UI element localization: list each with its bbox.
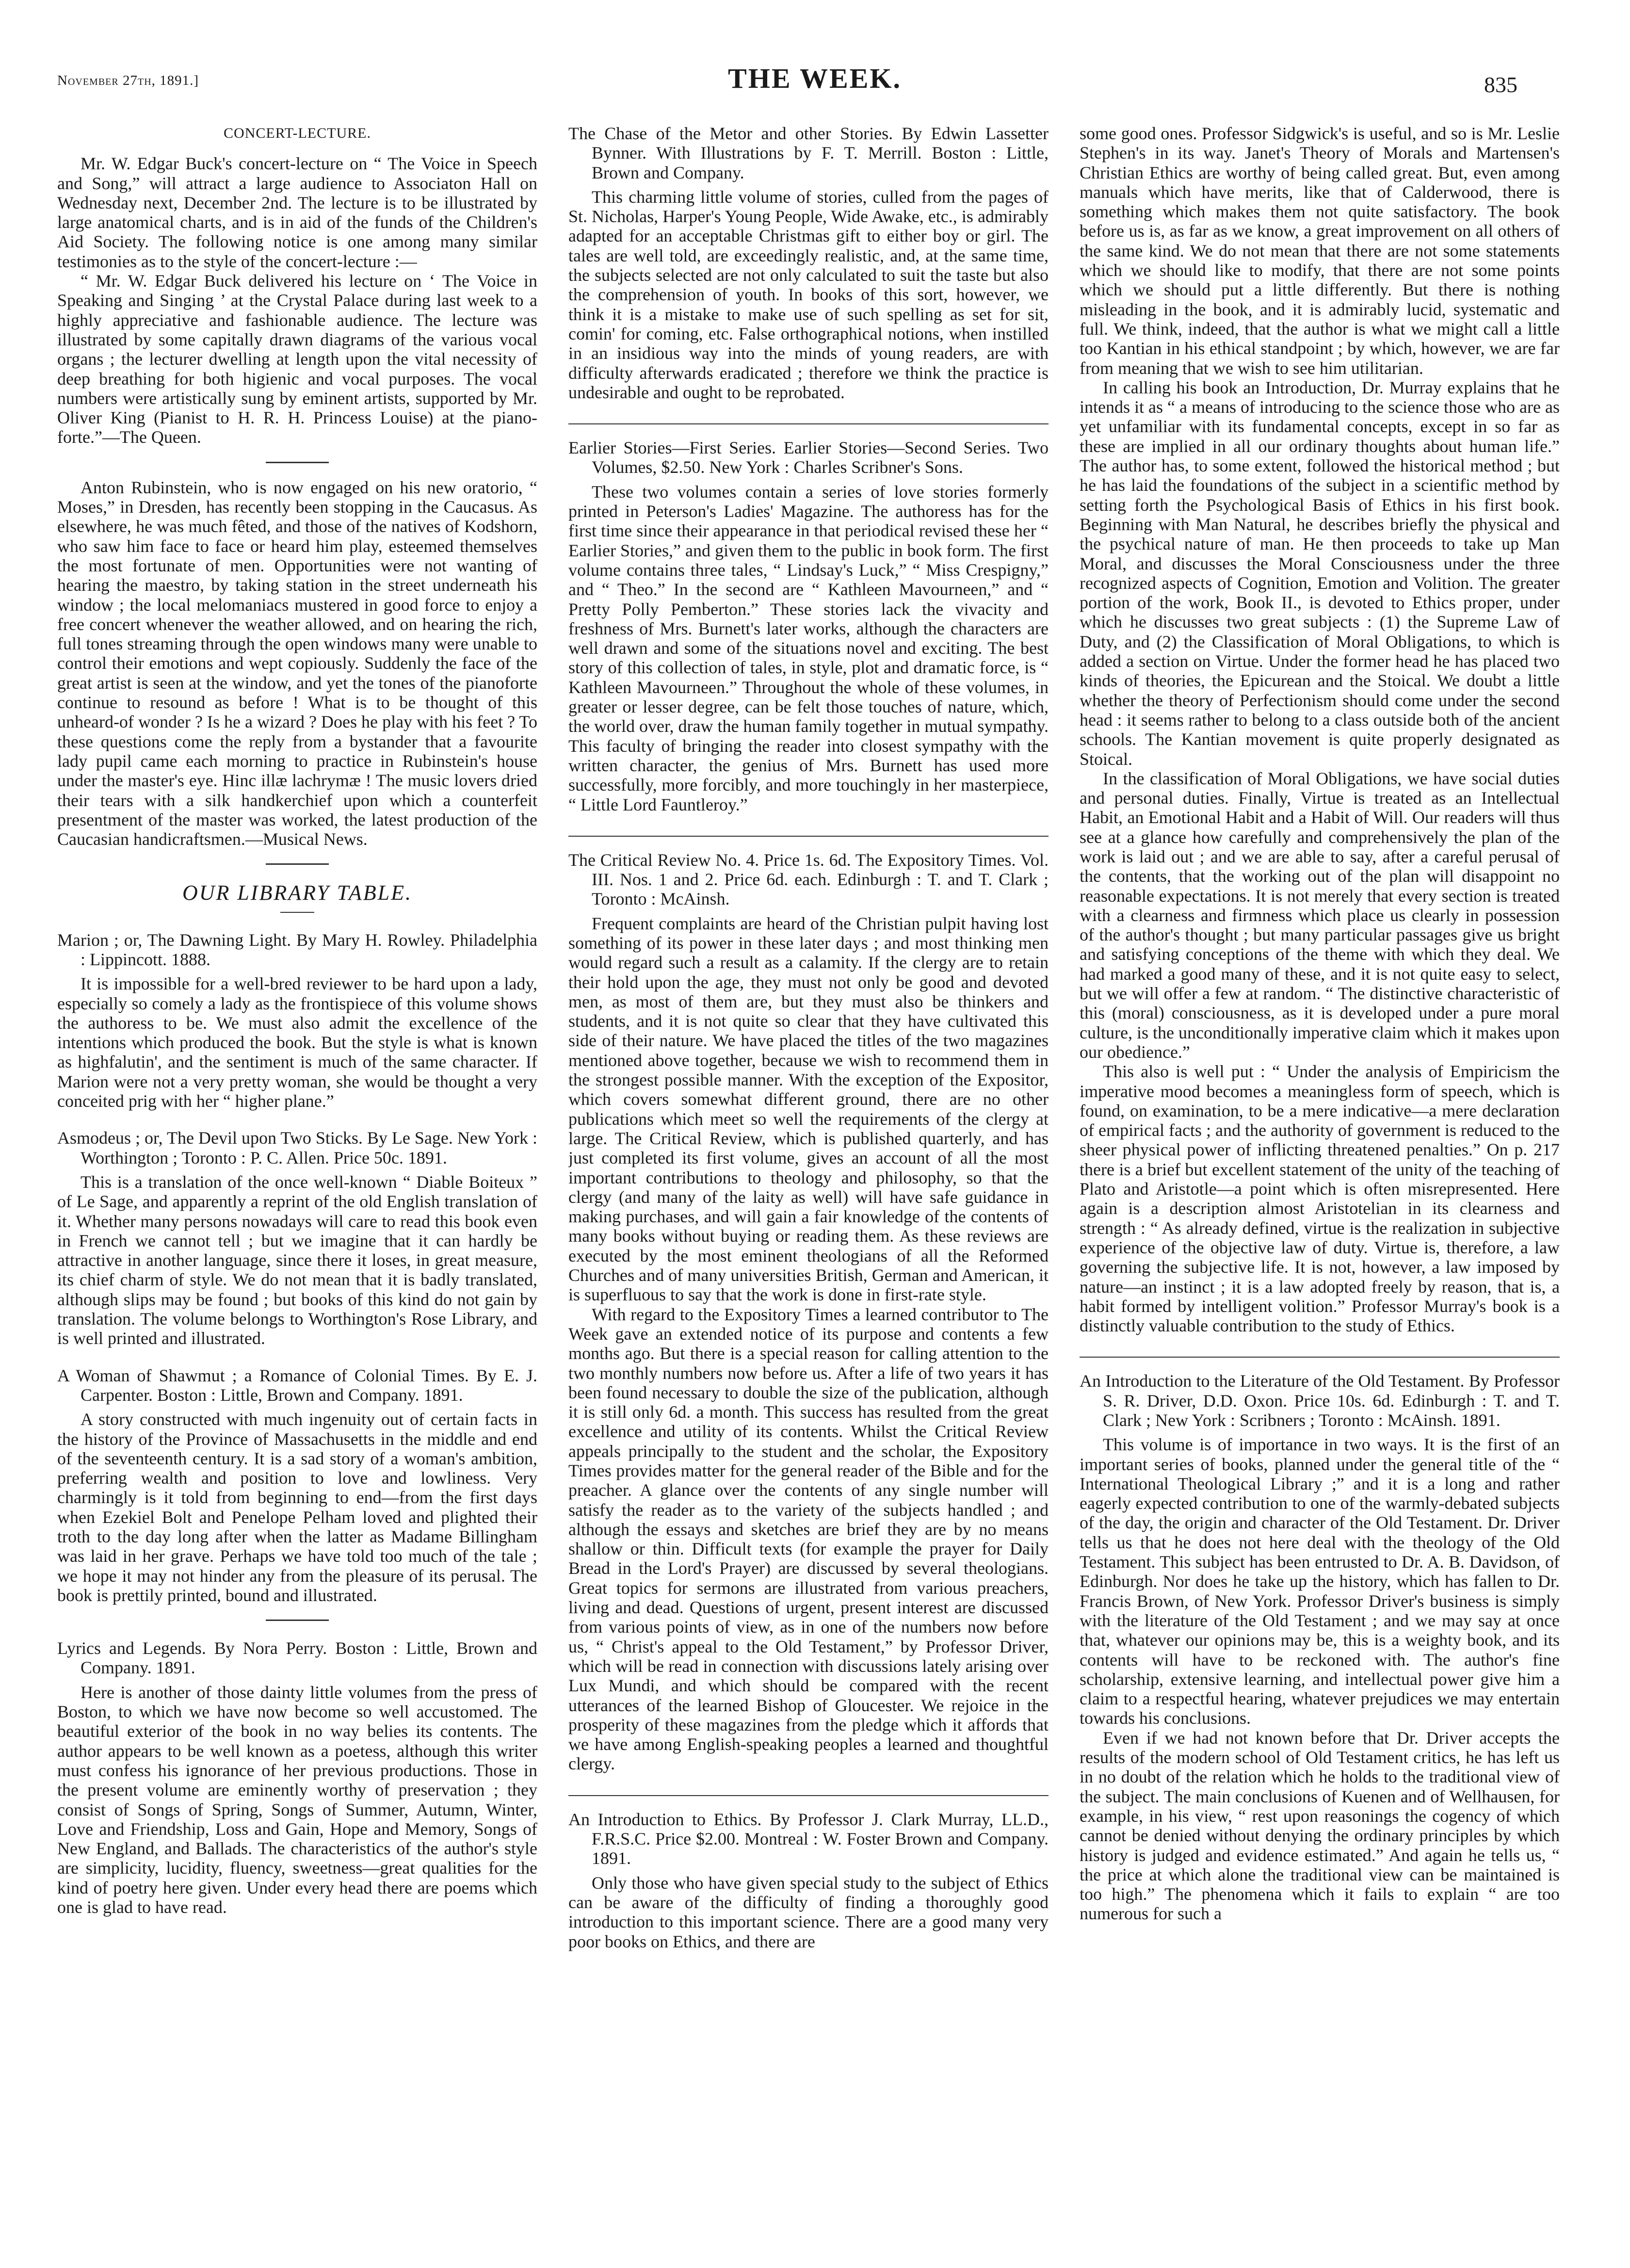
- column-right: [1080, 124, 1560, 2248]
- article-quote: “ Mr. W. Edgar Buck delivered his lecture on ‘ The Voice in Speaking and Singing ’ at the Crystal Palace during last week to a highly appreciative and fashionable audience. The lecture was illustrated by some capitally drawn diagrams of the various vocal organs ; the lecturer dwelling at length upon the vital necessity of deep breathing for both higienic and vocal purposes. The vocal numbers were artistically sung by eminent artists, supported by Mr. Oliver King (Pianist to H. R. H. Princess Louise) at the piano-forte.”—The Queen.: [57, 271, 537, 447]
- book-title-asmodeus: Asmodeus ; or, The Devil upon Two Sticks. By Le Sage. New York : Worthington ; Toronto : P. C. Allen. Price 50c. 1891.: [57, 1128, 537, 1167]
- review-paragraph: Even if we had not known before that Dr. Driver accepts the results of the modern school of Old Testament critics, he has left us in no doubt of the relation which he holds to the traditional view of the subject. The main conclusions of Kuenen and of Wellhausen, for example, in his view, “ rest upon reasonings the cogency of which cannot be denied without denying the ordinary principles by which history is judged and evidence estimated.” And again he tells us, “ the price at which alone the traditional view can be maintained is too high.” The phenomena which it fails to explain “ are too numerous for such a: [1080, 1728, 1560, 1924]
- review-paragraph-continued: some good ones. Professor Sidgwick's is useful, and so is Mr. Leslie Stephen's in its way. Janet's Theory of Morals and Martensen's Christian Ethics are worthy of being called great. But, even among manuals which have merits, like that of Calderwood, there is something which makes them not quite satisfactory. The book before us is, as far as we know, a great improvement on all others of the same kind. We do not mean that there are not some statements which we should like to modify, that there are not some points which we should put a little differently. But there is nothing misleading in the book, and it is admirably lucid, systematic and full. We think, indeed, that the author is what we might call a little too Kantian in his ethical standpoint ; by which, however, we are far from meaning that we wish to see him utilitarian.: [1080, 124, 1560, 378]
- review-paragraph: Only those who have given special study to the subject of Ethics can be aware of the difficulty of finding a thoroughly good introduction to this important science. There are a good many very poor books on Ethics, and there are: [568, 1873, 1049, 1951]
- review-paragraph: It is impossible for a well-bred reviewer to be hard upon a lady, especially so comely a lady as the frontispiece of this volume shows the authoress to be. We must also admit the excellence of the intentions which produced the book. But the style is what is known as highfalutin', and the sentiment is much of the same character. If Marion were not a very pretty woman, she would be thought a very conceited prig with her “ higher plane.”: [57, 974, 537, 1111]
- review-paragraph: This volume is of importance in two ways. It is the first of an important series of books, planned under the general title of the “ International Theological Library ;” and it is a long and rather eagerly expected contribution to one of the warmly-debated subjects of the day, the origin and character of the Old Testament. Dr. Driver tells us that he does not here deal with the theology of the Old Testament. This subject has been entrusted to Dr. A. B. Davidson, of Edinburgh. Nor does he take up the history, which has fallen to Dr. Francis Brown, of New York. Professor Driver's business is simply with the literature of the Old Testament ; and we may say at once that, whatever our opinions may be, this is a weighty book, and its contents will have to be reckoned with. The author's fine scholarship, extensive learning, and intellectual power give him a claim to a respectful hearing, whatever prejudices we may entertain towards his conclusions.: [1080, 1435, 1560, 1728]
- article-paragraph: Mr. W. Edgar Buck's concert-lecture on “ The Voice in Speech and Song,” will attract a large audience to Associaton Hall on Wednesday next, December 2nd. The lecture is to be illustrated by large anatomical charts, and is in aid of the funds of the Children's Aid Society. The following notice is one among many similar testimonies as to the style of the concert-lecture :—: [57, 154, 537, 271]
- review-paragraph: A story constructed with much ingenuity out of certain facts in the history of the Province of Massachusetts in the middle and end of the seventeenth century. It is a sad story of a woman's ambition, preferring wealth and position to love and lowliness. Very charmingly is it told from beginning to end—from the first days when Ezekiel Bolt and Penelope Pelham loved and plighted their troth to the day long after when the latter as Madame Billingham was laid in her grave. Perhaps we have told too much of the tale ; we hope it may not hinder any from the pleasure of its perusal. The book is prettily printed, bound and illustrated.: [57, 1409, 537, 1605]
- review-paragraph: In the classification of Moral Obligations, we have social duties and personal duties. Finally, Virtue is treated as an Intellectual Habit, an Emotional Habit and a Habit of Will. Our readers will thus see at a glance how carefully and comprehensively the plan of the work is laid out ; and we are able to say, after a careful perusal of the contents, that the working out of the plan will disappoint no reasonable expectations. It is not merely that every section is treated with a clearness and firmness which place us clearly in possession of the author's thought ; but many particular passages give us bright and satisfying conceptions of the theme with which they deal. We had marked a good many of these, and it is not quite easy to select, but we will offer a few at random. “ The distinctive characteristic of this (moral) consciousness, as it is developed under a pure moral culture, is the unconditionally imperative claim which it makes upon our obedience.”: [1080, 768, 1560, 1062]
- column-left: [57, 124, 537, 2248]
- page-number: 835: [1484, 72, 1517, 97]
- section-divider: [266, 863, 329, 865]
- review-paragraph: These two volumes contain a series of love stories formerly printed in Peterson's Ladies' Magazine. The authoress has for the first time since their appearance in that periodical revised these her “ Earlier Stories,” and given them to the public in book form. The first volume contains three tales, “ Lindsay's Luck,” “ Miss Crespigny,” and “ Theo.” In the second are “ Kathleen Mavourneen,” and “ Pretty Polly Pemberton.” These stories lack the vivacity and freshness of Mrs. Burnett's later works, although the characters are well drawn and some of the situations novel and exciting. The best story of this collection of tales, in style, plot and dramatic force, is “ Kathleen Mavourneen.” Throughout the whole of these volumes, in greater or lesser degree, can be felt those touches of nature, which, the world over, draw the human family together in mutual sympathy. This faculty of bringing the reader into closest sympathy with the written character, the genius of Mrs. Burnett has used more successfully, more forcibly, and more touchingly in her masterpiece, “ Little Lord Fauntleroy.”: [568, 482, 1049, 814]
- review-paragraph: With regard to the Expository Times a learned contributor to The Week gave an extended notice of its purpose and contents a few months ago. But there is a special reason for calling attention to the two monthly numbers now before us. After a life of two years it has been found necessary to double the size of the publication, although it is still only 6d. a month. This success has resulted from the great excellence and utility of its contents. Whilst the Critical Review appeals principally to the student and the scholar, the Expository Times provides matter for the general reader of the Bible and for the preacher. A glance over the contents of any single number will satisfy the reader as to the variety of the subjects handled ; and although the essays and sketches are brief they are by no means shallow or thin. Difficult texts (for example the prayer for Daily Bread in the Lord's Prayer) are discussed by several theologians. Great topics for sermons are illustrated from various preachers, living and dead. Questions of urgent, present interest are discussed from various points of view, as in one of the numbers now before us, “ Christ's appeal to the Old Testament,” by Professor Driver, which will be read in connection with discussions lately arising over Lux Mundi, and which should be compared with the recent utterances of the learned Bishop of Gloucester. We rejoice in the prosperity of these magazines from the pledge which it affords that we have among English-speaking peoples a learned and thoughtful clergy.: [568, 1304, 1049, 1774]
- book-title-introduction-to-ethics: An Introduction to Ethics. By Professor J. Clark Murray, LL.D., F.R.S.C. Price $2.00. Montreal : W. Foster Brown and Company. 1891.: [568, 1809, 1049, 1868]
- section-title-concert-lecture: CONCERT-LECTURE.: [224, 125, 371, 141]
- column-middle: [568, 124, 1049, 2248]
- section-divider: [266, 462, 329, 463]
- book-title-marion: Marion ; or, The Dawning Light. By Mary H. Rowley. Philadelphia : Lippincott. 1888.: [57, 930, 537, 969]
- book-title-lyrics: Lyrics and Legends. By Nora Perry. Boston : Little, Brown and Company. 1891.: [57, 1638, 537, 1678]
- article-paragraph-rubinstein: Anton Rubinstein, who is now engaged on his new oratorio, “ Moses,” in Dresden, has recently been stopping in the Caucasus. As elsewhere, he was much fêted, and those of the natives of Kodshorn, who saw him face to face or heard him play, esteemed themselves the most fortunate of men. Opportunities were not wanting of hearing the maestro, by taking station in the street underneath his window ; the local melomaniacs mustered in good force to enjoy a free concert whenever the weather allowed, and on hearing the rich, full tones streaming through the open windows many were unable to control their emotions and wept copiously. Suddenly the face of the great artist is seen at the window, and yet the tones of the pianoforte continue to resound as before ! What is to be thought of this unheard-of wonder ? Is he a wizard ? Does he play with his feet ? To these questions come the reply from a bystander that a favourite lady pupil came each morning to practice in Rubinstein's house under the master's eye. Hinc illæ lachrymæ ! The music lovers dried their tears with a silk handkerchief upon which a counterfeit presentment of the master was worked, the latest production of the Caucasian handicraftsmen.—Musical News.: [57, 477, 537, 849]
- review-paragraph: This charming little volume of stories, culled from the pages of St. Nicholas, Harper's Young People, Wide Awake, etc., is admirably adapted for an acceptable Christmas gift to either boy or girl. The tales are well told, are exceedingly realistic, and, at the same time, the subjects selected are not only calculated to suit the taste but also the comprehension of youth. In books of this sort, however, we think it is a mistake to make use of such spelling as set for sit, comin' for coming, etc. False orthographical notions, when instilled in an insidious way into the minds of young readers, are with difficulty afterwards eradicated ; therefore we think the practice is undesirable and ought to be reprobated.: [568, 187, 1049, 402]
- section-divider: [568, 423, 1049, 424]
- book-title-critical-review: The Critical Review No. 4. Price 1s. 6d. The Expository Times. Vol. III. Nos. 1 and 2. Price 6d. each. Edinburgh : T. and T. Clark ; Toronto : McAinsh.: [568, 850, 1049, 909]
- masthead-title: THE WEEK.: [728, 63, 902, 94]
- book-title-old-testament: An Introduction to the Literature of the Old Testament. By Professor S. R. Driver, D.D. Oxon. Price 10s. 6d. Edinburgh : T. and T. Clark ; New York : Scribners ; Toronto : McAinsh. 1891.: [1080, 1371, 1560, 1430]
- review-paragraph: This also is well put : “ Under the analysis of Empiricism the imperative mood becomes a meaningless form of speech, which is found, on examination, to be a mere indicative—a mere declaration of empirical facts ; and the authority of government is reduced to the sheer physical power of inflicting threatened penalties.” On p. 217 there is a brief but excellent statement of the unity of the teaching of Plato and Aristotle—a point which is often misrepresented. Here again is a description almost Aristotelian in its clearness and strength : “ As already defined, virtue is the realization in subjective experience of the objective law of duty. Virtue is, therefore, a law governing the subjective life. It is not, however, a law imposed by nature—an instinct ; it is a law adopted freely by reason, that is, a habit formed by intelligent volition.” Professor Murray's book is a distinctly valuable contribution to the study of Ethics.: [1080, 1062, 1560, 1336]
- section-divider: [1080, 1357, 1560, 1358]
- review-paragraph: Frequent complaints are heard of the Christian pulpit having lost something of its power in these later days ; and most thinking men would regard such a result as a calamity. If the clergy are to retain their hold upon the age, they must not only be good and devoted men, as most of them are, but they must also be thinkers and students, and it is not quite so clear that they have cultivated this side of their nature. We have placed the titles of the two magazines mentioned above together, because we wish to recommend them in the strongest possible manner. With the exception of the Expositor, which covers somewhat different ground, there are no other publications which meet so well the requirements of the clergy at large. The Critical Review, which is published quarterly, and has just completed its first volume, gives an account of all the most important contributions to theology and philosophy, so that the clergy (and many of the laity as well) will have safe guidance in making purchases, and will gain a fair knowledge of the contents of many books without buying or reading them. As these reviews are executed by the most eminent theologians of all the Reformed Churches and of many universities British, German and American, it is superfluous to say that the work is done in first-rate style.: [568, 913, 1049, 1305]
- section-divider: [568, 836, 1049, 837]
- section-divider: [568, 1795, 1049, 1796]
- book-title-earlier-stories: Earlier Stories—First Series. Earlier Stories—Second Series. Two Volumes, $2.50. New York : Charles Scribner's Sons.: [568, 438, 1049, 477]
- book-title-meteor: The Chase of the Metor and other Stories. By Edwin Lassetter Bynner. With Illustrations by F. T. Merrill. Boston : Little, Brown and Company.: [568, 124, 1049, 182]
- review-paragraph: Here is another of those dainty little volumes from the press of Boston, to which we have now become so well accustomed. The beautiful exterior of the book in no way belies its contents. The author appears to be well known as a poetess, although this writer must confess his ignorance of her previous productions. Those in the present volume are eminently worthy of preservation ; they consist of Songs of Spring, Songs of Summer, Autumn, Winter, Love and Friendship, Loss and Gain, Hope and Memory, Songs of New England, and Ballads. The characteristics of the author's style are simplicity, lucidity, fluency, sweetness—great qualities for the kind of poetry here given. Under every head there are poems which one is glad to have read.: [57, 1682, 537, 1917]
- heading-rule: [280, 912, 314, 913]
- issue-date: November 27th, 1891.]: [57, 73, 199, 88]
- review-paragraph: In calling his book an Introduction, Dr. Murray explains that he intends it as “ a means of introducing to the science those who are as yet unfamiliar with its fundamental concepts, except in so far as these are implied in all our ordinary thoughts about human life.” The author has, to some extent, followed the historical method ; but he has laid the foundations of the subject in a scientific method by setting forth the Psychological Basis of Ethics in his first book. Beginning with Man Natural, he describes briefly the physical and the psychical nature of man. He then proceeds to take up Man Moral, and discusses the Moral Consciousness under the three recognized aspects of Cognition, Emotion and Volition. The greater portion of the work, Book II., is devoted to Ethics proper, under which he discusses two great subjects : (1) the Supreme Law of Duty, and (2) the Classification of Moral Obligations, to which is added a section on Virtue. Under the former head he has placed two kinds of theories, the Epicurean and the Stoical. We doubt a little whether the theory of Perfectionism should come under the second head : it seems rather to belong to a class outside both of the ancient schools. The Kantian movement is quite properly designated as Stoical.: [1080, 377, 1560, 769]
- library-table-heading: OUR LIBRARY TABLE.: [182, 881, 413, 905]
- book-title-shawmut: A Woman of Shawmut ; a Romance of Colonial Times. By E. J. Carpenter. Boston : Little, Brown and Company. 1891.: [57, 1365, 537, 1405]
- section-divider: [266, 1620, 329, 1621]
- review-paragraph: This is a translation of the once well-known “ Diable Boiteux ” of Le Sage, and apparently a reprint of the old English translation of it. Whether many persons nowadays will care to read this book even in French we cannot tell ; but we imagine that it can hardly be attractive in another language, since there it loses, in great measure, its chief charm of style. We do not mean that it is badly translated, although slips may be found ; but books of this kind do not gain by translation. The volume belongs to Worthington's Rose Library, and is well printed and illustrated.: [57, 1172, 537, 1348]
